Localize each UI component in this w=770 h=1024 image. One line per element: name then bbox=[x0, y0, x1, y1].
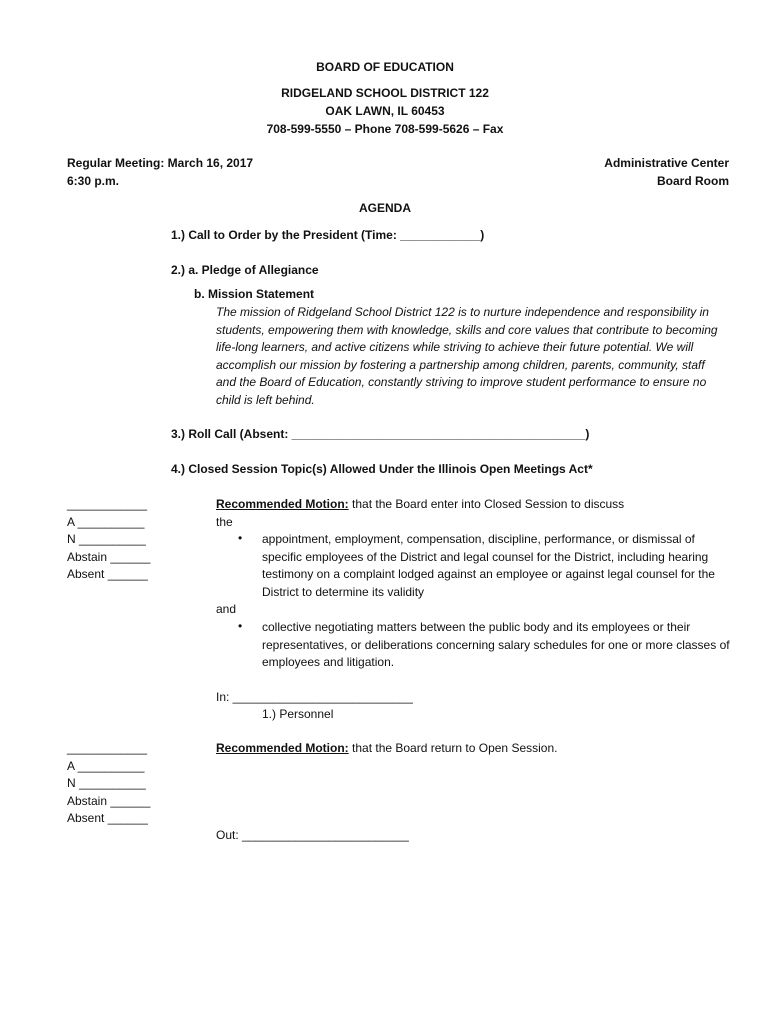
item-call-to-order: 1.) Call to Order by the President (Time: ____________) bbox=[171, 228, 485, 242]
in-time-line: In: ___________________________ bbox=[216, 690, 413, 704]
vote-n: N __________ bbox=[67, 776, 146, 791]
vote-abstain: Abstain ______ bbox=[67, 549, 151, 564]
motion-label: Recommended Motion: bbox=[216, 741, 349, 755]
board-title: BOARD OF EDUCATION bbox=[316, 60, 454, 74]
meeting-room: Board Room bbox=[657, 174, 729, 188]
bullet-item-employment: appointment, employment, compensation, discipline, performance, or dismissal of specific employees of the District and legal counsel for the District, including hearing testimony on a complaint lodged against an employee or against legal counsel for the District to determine its validity bbox=[262, 532, 715, 599]
meeting-location: Administrative Center bbox=[604, 156, 729, 170]
vote-blank: ____________ bbox=[67, 741, 148, 755]
motion-closed-session bbox=[216, 496, 624, 513]
vote-abstain: Abstain ______ bbox=[67, 793, 151, 808]
meeting-date: Regular Meeting: March 16, 2017 bbox=[67, 156, 254, 170]
motion-label: Recommended Motion: bbox=[216, 497, 349, 511]
bullet-icon: • bbox=[238, 531, 243, 545]
item-mission-heading: b. Mission Statement bbox=[194, 287, 315, 301]
vote-n: N __________ bbox=[67, 532, 146, 547]
vote-a: A __________ bbox=[67, 758, 145, 773]
district-phone: 708-599-5550 – Phone 708-599-5626 – Fax bbox=[266, 122, 504, 136]
district-name: RIDGELAND SCHOOL DISTRICT 122 bbox=[281, 86, 489, 100]
meeting-time: 6:30 p.m. bbox=[67, 174, 120, 188]
motion-open-session bbox=[216, 740, 557, 757]
motion-text: that the Board enter into Closed Session to discuss bbox=[348, 497, 625, 511]
vote-block-2 bbox=[67, 740, 150, 828]
motion-text: that the Board return to Open Session. bbox=[348, 741, 558, 755]
vote-a: A __________ bbox=[67, 514, 145, 529]
motion-and: and bbox=[216, 602, 237, 616]
motion-the: the bbox=[216, 515, 233, 529]
item-roll-call: 3.) Roll Call (Absent: ____________________________________________) bbox=[171, 427, 590, 441]
mission-statement: The mission of Ridgeland School District 122 is to nurture independence and responsibility in students, empowering them with knowledge, skills and core values that contribute to becoming life-long learners, and active citizens while striving to achieve their future potential. We will accomplish our mission by fostering a partnership among children, parents, community, staff and the Board of Education, constantly striving to improve student performance to ensure no child is left behind. bbox=[216, 305, 718, 407]
topic-personnel: 1.) Personnel bbox=[262, 707, 334, 721]
agenda-title: AGENDA bbox=[358, 201, 411, 215]
bullet-item-negotiating: collective negotiating matters between the public body and its employees or their representatives, or deliberations concerning salary schedules for one or more classes of employees and litigation. bbox=[262, 620, 730, 669]
item-closed-session: 4.) Closed Session Topic(s) Allowed Under the Illinois Open Meetings Act* bbox=[171, 462, 593, 476]
vote-absent: Absent ______ bbox=[67, 811, 148, 826]
district-address: OAK LAWN, IL 60453 bbox=[325, 104, 445, 118]
bullet-icon: • bbox=[238, 619, 243, 633]
vote-blank: ____________ bbox=[67, 497, 148, 511]
vote-absent: Absent ______ bbox=[67, 567, 148, 582]
out-time-line: Out: _________________________ bbox=[216, 828, 409, 842]
vote-block-1 bbox=[67, 496, 150, 584]
item-pledge: 2.) a. Pledge of Allegiance bbox=[171, 263, 319, 277]
